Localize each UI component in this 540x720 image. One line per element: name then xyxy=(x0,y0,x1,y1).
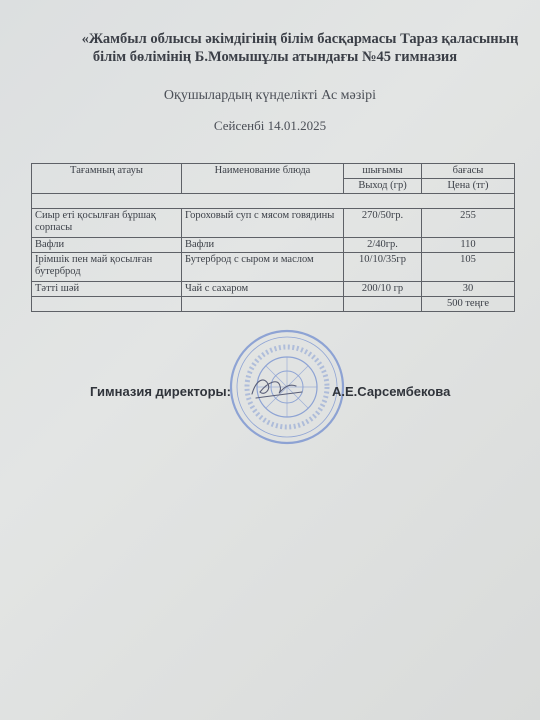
dish-yield: 10/10/35гр xyxy=(344,253,422,282)
handwritten-signature-icon xyxy=(246,370,306,404)
dish-kz: Тәтті шәй xyxy=(32,282,182,297)
dish-price: 105 xyxy=(422,253,515,282)
dish-yield: 200/10 гр xyxy=(344,282,422,297)
header-line-2: білім бөлімінің Б.Момышұлы атындағы №45 гимназия xyxy=(92,49,458,65)
table-row xyxy=(32,282,515,297)
header-line-1: «Жамбыл облысы әкімдігінің білім басқармасы Тараз қаласының xyxy=(81,31,519,47)
dish-ru: Вафли xyxy=(182,238,344,253)
dish-yield: 2/40гр. xyxy=(344,238,422,253)
table-row xyxy=(32,253,515,282)
dish-price: 30 xyxy=(422,282,515,297)
header-dish-kz: Тағамның атауы xyxy=(32,164,182,194)
director-role-label: Гимназия директоры: xyxy=(90,384,231,399)
dish-kz: Сиыр еті қосылған бұршақ сорпасы xyxy=(32,209,182,238)
header-dish-ru: Наименование блюда xyxy=(182,164,344,194)
menu-table xyxy=(31,163,515,312)
header-yield-kz: шығымы xyxy=(344,164,422,179)
table-spacer-row xyxy=(32,194,515,209)
table-row xyxy=(32,209,515,238)
dish-kz: Вафли xyxy=(32,238,182,253)
total-price: 500 теңге xyxy=(422,297,515,312)
document-header xyxy=(0,30,540,66)
director-name: А.Е.Сарсембекова xyxy=(332,384,451,399)
dish-ru: Бутерброд с сыром и маслом xyxy=(182,253,344,282)
dish-ru: Чай с сахаром xyxy=(182,282,344,297)
table-total-row xyxy=(32,297,515,312)
header-yield-ru: Выход (гр) xyxy=(344,179,422,194)
dish-kz: Ірімшік пен май қосылған бутерброд xyxy=(32,253,182,282)
table-row xyxy=(32,238,515,253)
header-price-kz: бағасы xyxy=(422,164,515,179)
menu-title: Оқушылардың күнделікті Ас мәзірі xyxy=(163,88,377,103)
dish-yield: 270/50гр. xyxy=(344,209,422,238)
dish-price: 110 xyxy=(422,238,515,253)
dish-ru: Гороховый суп с мясом говядины xyxy=(182,209,344,238)
dish-price: 255 xyxy=(422,209,515,238)
menu-date: Сейсенбі 14.01.2025 xyxy=(213,118,327,133)
table-header-row xyxy=(32,164,515,179)
header-price-ru: Цена (тг) xyxy=(422,179,515,194)
